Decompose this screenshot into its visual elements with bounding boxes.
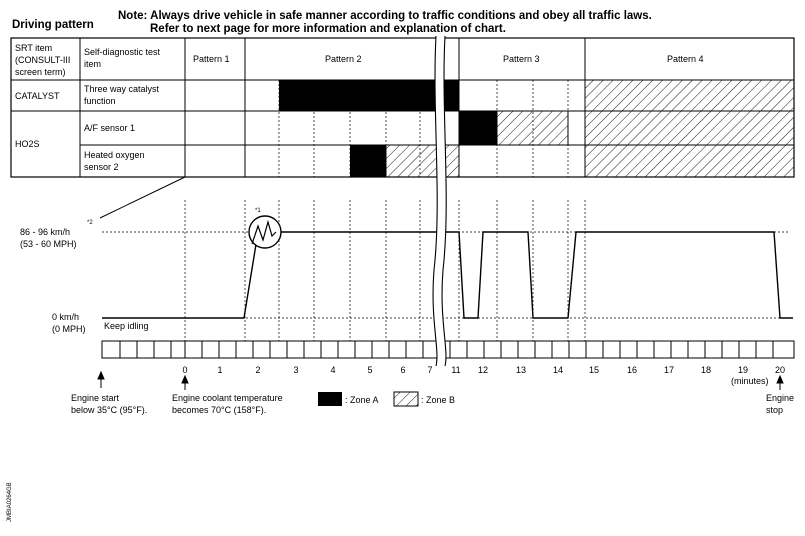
pattern-1-label: Pattern 1 [193,54,230,64]
heated-o2-zone-b-bar [386,145,459,177]
tick-label: 12 [477,365,489,375]
zero-speed-label-line-2: (0 MPH) [52,324,86,334]
tick-label: 3 [293,365,299,375]
zero-speed-label-line-1: 0 km/h [52,312,80,322]
tick-label: 15 [588,365,600,375]
srt-header-line-1: SRT item [15,43,53,53]
zone-b-swatch [394,392,418,406]
af-zone-a-bar [459,111,497,145]
zone-a-swatch [318,392,342,406]
high-speed-label-line-1: 86 - 96 km/h [20,227,71,237]
tick-label: 5 [367,365,373,375]
tick-label: 6 [400,365,406,375]
zone-b-label: : Zone B [421,395,456,405]
speed-profile-line [102,232,793,318]
srt-header-line-2: (CONSULT-III [15,55,71,65]
note-line-1: Note: Always drive vehicle in safe manner according to traffic conditions and obey all traffic laws. [118,10,652,22]
pattern-3-label: Pattern 3 [503,54,540,64]
tick-label: 13 [515,365,527,375]
tick-label: 1 [217,365,223,375]
af-zone-b-bar-2 [585,111,794,145]
heated-o2-item-line-2: sensor 2 [84,162,119,172]
minutes-unit-label: (minutes) [731,376,769,386]
page-title: Driving pattern [12,19,94,31]
pattern-2-label: Pattern 2 [325,54,362,64]
tick-label: 20 [774,365,786,375]
engine-stop-line-2: stop [766,405,784,415]
high-mark: *2 [87,220,93,226]
test-item-header-line-2: item [84,59,102,69]
pattern-4-label: Pattern 4 [667,54,704,64]
event-arrows [98,372,783,390]
catalyst-zone-a-bar [279,80,459,111]
chart-dashed-gridlines [185,200,585,341]
tick-label: 0 [182,365,188,375]
engine-stop-line-1: Engine [766,393,795,403]
burst-mark: *1 [255,208,261,214]
tick-label: 11 [451,365,461,375]
tick-label: 4 [330,365,336,375]
srt-header-line-3: screen term) [15,67,66,77]
catalyst-item-line-2: function [84,96,116,106]
tick-label: 2 [255,365,261,375]
keep-idling-label: Keep idling [104,321,149,331]
heated-o2-item-line-1: Heated oxygen [84,150,145,160]
catalyst-item-line-1: Three way catalyst [84,84,160,94]
heated-o2-zone-b-bar-2 [585,145,794,177]
tick-label: 18 [700,365,712,375]
high-speed-label-line-2: (53 - 60 MPH) [20,239,77,249]
axis-break-marks [433,36,446,366]
tick-label: 16 [626,365,638,375]
coolant-line-1: Engine coolant temperature [172,393,283,403]
test-item-header-line-1: Self-diagnostic test [84,47,161,57]
catalyst-zone-b-bar [585,80,794,111]
af-zone-b-bar [497,111,568,145]
figure-id: JMBIA0264GB [7,482,13,522]
ho2s-label: HO2S [15,139,40,149]
tick-label: 17 [663,365,675,375]
catalyst-label: CATALYST [15,91,60,101]
tick-label: 19 [737,365,749,375]
tick-label: 7 [427,365,433,375]
zone-a-label: : Zone A [345,395,379,405]
connector-line [100,177,185,218]
time-axis-bar [102,341,794,358]
engine-start-line-2: below 35°C (95°F). [71,405,148,415]
tick-label: 14 [552,365,564,375]
heated-o2-zone-a-bar [350,145,386,177]
time-axis-labels [182,365,785,375]
note-line-2: Refer to next page for more information and explanation of chart. [150,23,506,35]
engine-start-line-1: Engine start [71,393,120,403]
coolant-line-2: becomes 70°C (158°F). [172,405,267,415]
af-sensor-item: A/F sensor 1 [84,123,136,133]
